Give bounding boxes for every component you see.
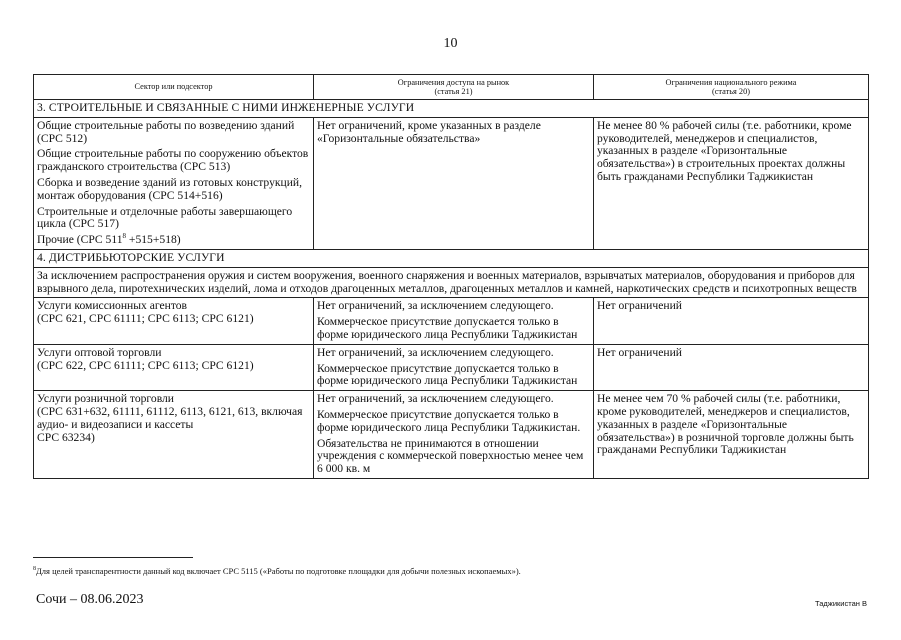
market-access-text: Нет ограничений, за исключением следующего. — [317, 299, 554, 313]
sector-other-suffix: +515+518) — [126, 233, 181, 247]
footer-date: Сочи – 08.06.2023 — [36, 592, 144, 607]
sector-item: Услуги комиссионных агентов (СРС 621, СРС 61111; СРС 6113; СРС 6121) — [37, 299, 254, 326]
table-row — [34, 391, 869, 479]
footnote-text: Для целей транспарентности данный код включает СРС 5115 («Работы по подготовке площадки для добычи полезных ископаемых»). — [36, 566, 521, 576]
market-access-text: Нет ограничений, за исключением следующего. — [317, 345, 554, 359]
sector-other-prefix: Прочие (СРС 511 — [37, 233, 123, 247]
header-sector — [34, 75, 314, 100]
market-access-text: Нет ограничений, кроме указанных в разделе «Горизонтальные обязательства» — [317, 118, 541, 145]
page-number: 10 — [443, 36, 458, 51]
header-market-access — [314, 75, 594, 100]
section-title: 3. СТРОИТЕЛЬНЫЕ И СВЯЗАННЫЕ С НИМИ ИНЖЕНЕРНЫЕ УСЛУГИ — [34, 100, 869, 118]
sector-item: Строительные и отделочные работы завершающего цикла (СРС 517) — [37, 204, 293, 231]
table-header-row — [34, 75, 869, 100]
market-access-text: Обязательства не принимаются в отношении учреждения с коммерческой поверхностью менее чем 6 000 кв. м — [317, 436, 584, 476]
national-treatment-text: Не менее 80 % рабочей силы (т.е. работники, кроме руководителей, менеджеров и специалистов, указанных в разделе «Горизонтальные обязательства») в строительных проектах должны быть гражданами Республики Таджикистан — [597, 118, 852, 183]
footnote — [33, 566, 521, 576]
header-sector-label: Сектор или подсектор — [134, 82, 213, 92]
sector-cell — [34, 391, 314, 479]
footer-doc-id: Таджикистан В — [815, 599, 867, 608]
national-treatment-cell — [594, 298, 869, 344]
market-access-text: Коммерческое присутствие допускается только в форме юридического лица Республики Таджикистан. — [317, 407, 581, 434]
national-treatment-text: Нет ограничений — [597, 299, 682, 313]
national-treatment-cell — [594, 391, 869, 479]
table-row — [34, 117, 869, 249]
sector-item: Общие строительные работы по сооружению объектов гражданского строительства (СРС 513) — [37, 147, 309, 174]
sector-item: Общие строительные работы по возведению зданий (СРС 512) — [37, 118, 295, 145]
section-note: За исключением распространения оружия и систем вооружения, военного снаряжения и военных материалов, взрывчатых материалов, оборудования и приборов для взрывного дела, пиротехнических изделий, лома и отходов драгоценных металлов, драгоценных металлов и камней, наркотических средств и психотропных веществ — [34, 267, 869, 298]
table-row — [34, 344, 869, 390]
market-access-cell — [314, 391, 594, 479]
sector-item: Сборка и возведение зданий из готовых конструкций, монтаж оборудования (СРС 514+516) — [37, 175, 303, 202]
market-access-cell — [314, 298, 594, 344]
national-treatment-text: Нет ограничений — [597, 345, 682, 359]
section-title: 4. ДИСТРИБЬЮТОРСКИЕ УСЛУГИ — [34, 249, 869, 267]
sector-item: Услуги розничной торговли (СРС 631+632, 61111, 61112, 6113, 6121, 613, включая аудио- и видеозаписи и кассеты СРС 63234) — [37, 392, 303, 444]
market-access-text: Коммерческое присутствие допускается только в форме юридического лица Республики Таджикистан — [317, 361, 578, 388]
section-title-row — [34, 249, 869, 267]
footnote-marker: 8 — [33, 566, 36, 573]
section-note-row — [34, 267, 869, 298]
footnote-reference[interactable]: 8 — [122, 232, 127, 241]
commitments-table — [33, 74, 869, 479]
table-row — [34, 298, 869, 344]
header-market-access-label: Ограничения доступа на рынок (статья 21) — [397, 77, 510, 96]
sector-cell — [34, 298, 314, 344]
section-title-row — [34, 100, 869, 118]
footnote-divider — [33, 557, 193, 558]
sector-cell — [34, 344, 314, 390]
market-access-cell — [314, 117, 594, 249]
sector-item-other — [37, 234, 310, 247]
sector-item: Услуги оптовой торговли (СРС 622, СРС 61111; СРС 6113; СРС 6121) — [37, 345, 254, 372]
national-treatment-cell — [594, 117, 869, 249]
national-treatment-cell — [594, 344, 869, 390]
header-national-treatment — [594, 75, 869, 100]
market-access-text: Коммерческое присутствие допускается только в форме юридического лица Республики Таджикистан — [317, 315, 578, 341]
national-treatment-text: Не менее чем 70 % рабочей силы (т.е. работники, кроме руководителей, менеджеров и специалистов, указанных в разделе «Горизонтальные обязательства») в розничной торговле должны быть гражданами Республики Таджикистан — [597, 392, 854, 457]
market-access-text: Нет ограничений, за исключением следующего. — [317, 392, 554, 406]
header-national-treatment-label: Ограничения национального режима (статья 20) — [665, 77, 797, 96]
sector-cell — [34, 117, 314, 249]
market-access-cell — [314, 344, 594, 390]
